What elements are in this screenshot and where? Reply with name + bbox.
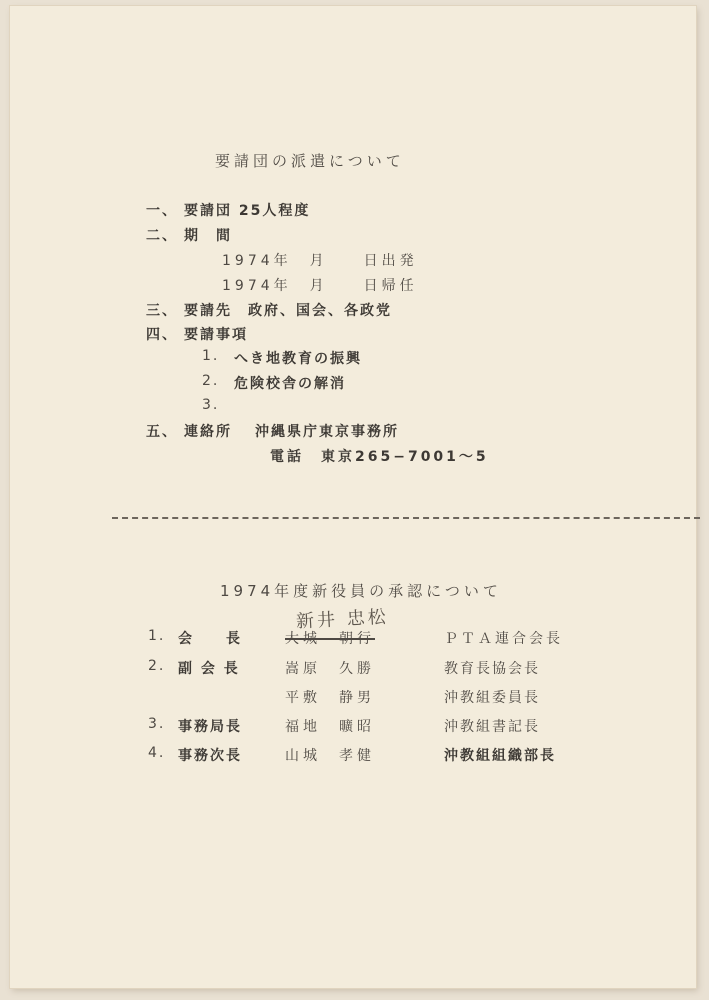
- request-item-text: 危険校舎の解消: [234, 376, 346, 392]
- item1-text: 要請団 25人程度: [184, 203, 311, 219]
- telephone: 電話 東京265−7001〜5: [270, 449, 489, 465]
- section2-title: 1974年度新役員の承認について: [220, 582, 502, 600]
- item3-text: 要請先 政府、国会、各政党: [184, 303, 392, 319]
- officer-number: 3.: [148, 716, 166, 732]
- handwritten-correction: 新井 忠松: [295, 606, 390, 633]
- officer-organization: 沖教組書記長: [444, 719, 540, 735]
- officer-post: 事務局長: [178, 719, 242, 735]
- item4-label: 要請事項: [184, 327, 248, 343]
- officer-post: 事務次長: [178, 748, 242, 764]
- return-date: 1974年 月 日帰任: [222, 278, 418, 294]
- departure-date: 1974年 月 日出発: [222, 253, 418, 269]
- request-item-number: 2.: [202, 373, 220, 389]
- item4-number: 四、: [146, 327, 178, 343]
- item5-label: 連絡所: [184, 424, 232, 440]
- officer-post: 会 長: [178, 631, 242, 647]
- officer-organization: 沖教組組織部長: [444, 748, 556, 764]
- officer-name-struck: 大城 朝行: [285, 631, 375, 647]
- officer-name: 嵩原 久勝: [285, 661, 375, 677]
- officer-name: 福地 曠昭: [285, 719, 375, 735]
- item2-number: 二、: [146, 228, 178, 244]
- liaison-office: 沖縄県庁東京事務所: [255, 424, 399, 440]
- item2-label: 期 間: [184, 228, 232, 244]
- fold-line: [112, 517, 700, 519]
- officer-number: 4.: [148, 745, 166, 761]
- item3-number: 三、: [146, 303, 178, 319]
- officer-name: 平敷 静男: [285, 690, 375, 706]
- item5-number: 五、: [146, 424, 178, 440]
- request-item-number: 1.: [202, 348, 220, 364]
- item1-number: 一、: [146, 203, 178, 219]
- officer-organization: ＰＴＡ連合会長: [444, 631, 563, 647]
- officer-number: 2.: [148, 658, 166, 674]
- section1-title: 要請団の派遣について: [215, 152, 405, 170]
- officer-number: 1.: [148, 628, 166, 644]
- request-item-text: へき地教育の振興: [234, 351, 362, 367]
- officer-organization: 沖教組委員長: [444, 690, 540, 706]
- officer-post: 副 会 長: [178, 661, 240, 677]
- officer-organization: 教育長協会長: [444, 661, 540, 677]
- request-item-number: 3.: [202, 397, 220, 413]
- officer-name: 山城 孝健: [285, 748, 375, 764]
